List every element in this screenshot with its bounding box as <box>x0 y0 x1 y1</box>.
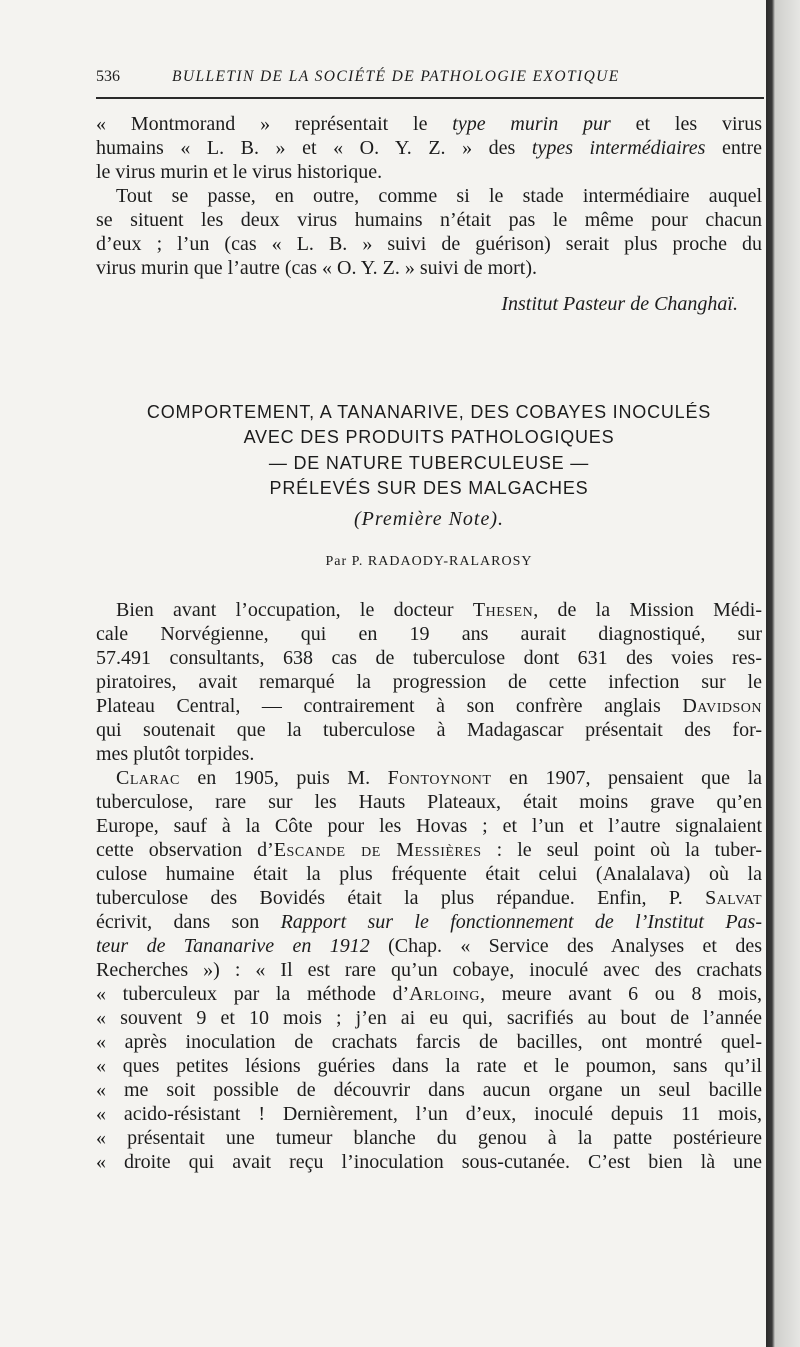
text-line: virus murin que l’autre (cas « O. Y. Z. » suivi de mort). <box>96 257 538 279</box>
text-line: teur de Tananarive en 1912 (Chap. « Service des Analyses et des <box>96 935 762 957</box>
article-title-line: PRÉLEVÉS SUR DES MALGACHES <box>269 478 589 498</box>
text-line: culose humaine était la plus fréquente était celui (Analalava) où la <box>96 863 762 885</box>
article-title-line: AVEC DES PRODUITS PATHOLOGIQUES <box>243 427 615 447</box>
article-title-line: COMPORTEMENT, A TANANARIVE, DES COBAYES INOCULÉS <box>146 402 712 422</box>
text-line: Clarac en 1905, puis M. Fontoynont en 1907, pensaient que la <box>116 767 763 789</box>
text-line: 57.491 consultants, 638 cas de tuberculose dont 631 des voies res- <box>96 647 762 669</box>
article-subtitle: (Première Note). <box>353 508 505 530</box>
text-line: qui soutenait que la tuberculose à Madagascar présentait des for- <box>96 719 762 741</box>
page-number: 536 <box>96 68 120 85</box>
text-line: Plateau Central, — contrairement à son confrère anglais Davidson <box>96 695 762 717</box>
text-line: « Montmorand » représentait le type murin pur et les virus <box>96 113 762 135</box>
article-author: Par P. RADAODY-RALAROSY <box>325 554 533 569</box>
text-line: piratoires, avait remarqué la progression de cette infection sur le <box>96 671 762 693</box>
text-line: « tuberculeux par la méthode d’Arloing, meure avant 6 ou 8 mois, <box>96 983 762 1005</box>
text-line: cale Norvégienne, qui en 19 ans aurait diagnostiqué, sur <box>96 623 762 645</box>
text-line: tuberculose des Bovidés était la plus répandue. Enfin, P. Salvat <box>96 887 762 909</box>
text-line: cette observation d’Escande de Messières : le seul point où la tuber- <box>96 839 763 861</box>
running-head: BULLETIN DE LA SOCIÉTÉ DE PATHOLOGIE EXOTIQUE <box>172 68 620 85</box>
text-line: mes plutôt torpides. <box>96 743 255 765</box>
text-line: « présentait une tumeur blanche du genou à la patte postérieure <box>96 1127 762 1149</box>
text-line: « souvent 9 et 10 mois ; j’en ai eu qui, sacrifiés au bout de l’année <box>96 1007 762 1029</box>
text-line: Bien avant l’occupation, le docteur Thesen, de la Mission Médi- <box>116 599 762 621</box>
text-line: le virus murin et le virus historique. <box>96 161 383 183</box>
text-line: « droite qui avait reçu l’inoculation sous-cutanée. C’est bien là une <box>96 1151 762 1173</box>
text-line: Europe, sauf à la Côte pour les Hovas ; et l’un et l’autre signalaient <box>96 815 762 837</box>
text-line: d’eux ; l’un (cas « L. B. » suivi de guérison) serait plus proche du <box>96 233 762 255</box>
text-line: « acido-résistant ! Dernièrement, l’un d’eux, inoculé depuis 11 mois, <box>96 1103 762 1125</box>
page-binding-edge <box>766 0 800 1347</box>
text-line: « me soit possible de découvrir dans aucun organe un seul bacille <box>96 1079 762 1101</box>
text-line: humains « L. B. » et « O. Y. Z. » des types intermédiaires entre <box>96 137 762 159</box>
text-line: Recherches ») : « Il est rare qu’un cobaye, inoculé avec des crachats <box>96 959 762 981</box>
text-line: « après inoculation de crachats farcis de bacilles, ont montré quel- <box>96 1031 762 1053</box>
text-line: se situent les deux virus humains n’était pas le même pour chacun <box>96 209 762 231</box>
article-title-line: — DE NATURE TUBERCULEUSE — <box>268 453 590 473</box>
text-line: « ques petites lésions guéries dans la rate et le poumon, sans qu’il <box>96 1055 762 1077</box>
text-line: Tout se passe, en outre, comme si le stade intermédiaire auquel <box>116 185 762 207</box>
text-line: tuberculose, rare sur les Hauts Plateaux, était moins grave qu’en <box>96 791 762 813</box>
signature: Institut Pasteur de Changhaï. <box>501 293 738 315</box>
page-header <box>96 64 762 88</box>
header-rule <box>96 97 764 99</box>
text-line: écrivit, dans son Rapport sur le fonctionnement de l’Institut Pas- <box>96 911 763 933</box>
